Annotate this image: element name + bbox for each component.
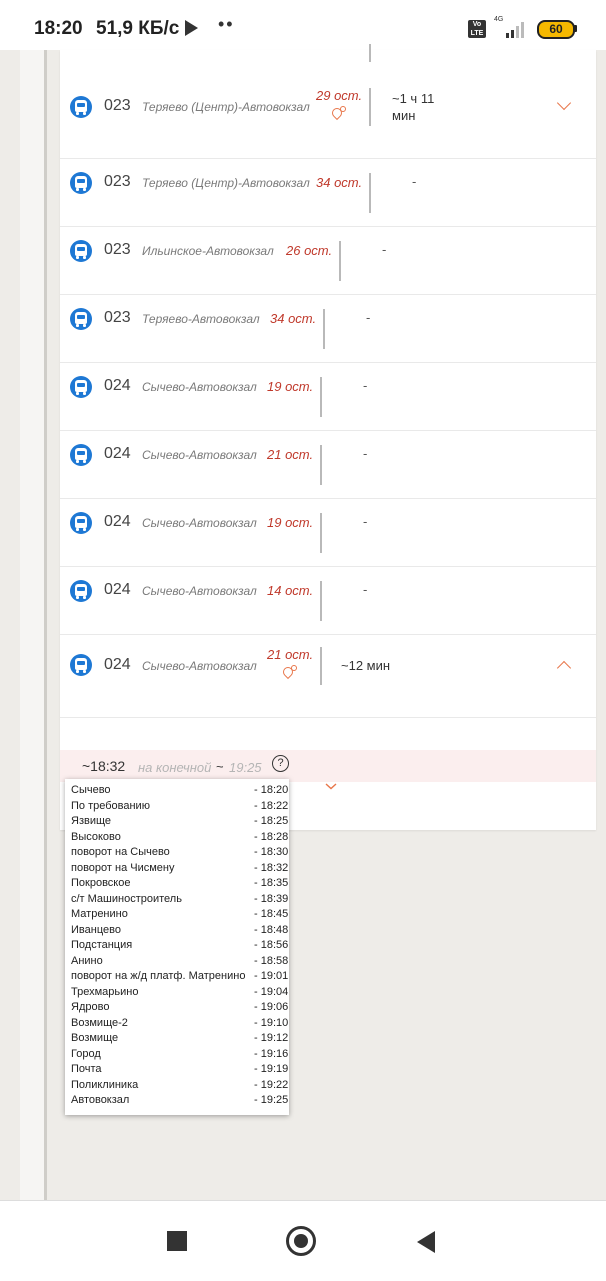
stop-time: - 19:12	[254, 1032, 289, 1044]
stop-time: - 18:48	[254, 923, 289, 936]
stop-name: Подстанция	[71, 939, 133, 951]
stop-time: - 19:10	[254, 1016, 289, 1029]
stop-name: Трехмарьино	[71, 985, 139, 998]
route-duration: -	[363, 378, 368, 393]
route-number: 023	[104, 97, 131, 114]
stop-name: По требованию	[71, 799, 150, 812]
final-arrival-time: 19:25	[229, 760, 262, 775]
stop-name: поворот на ж/д платф. Матренино	[71, 970, 246, 982]
stop-name: Автовокзал	[71, 1094, 130, 1106]
stop-time: - 18:32	[254, 861, 289, 874]
recent-apps-icon[interactable]	[167, 1231, 187, 1251]
schedule-row	[71, 1063, 289, 1079]
stop-time: - 18:45	[254, 908, 289, 920]
route-name: Сычево-Автовокзал	[142, 380, 257, 394]
bus-icon	[70, 376, 92, 398]
chevron-down-icon[interactable]	[325, 783, 337, 790]
route-number: 024	[104, 656, 131, 673]
schedule-row	[71, 1078, 289, 1095]
side-divider	[44, 50, 47, 1200]
route-name: Сычево-Автовокзал	[142, 584, 257, 598]
route-row[interactable]	[60, 634, 596, 718]
route-name: Сычево-Автовокзал	[142, 659, 257, 673]
stop-time: - 18:39	[254, 892, 289, 905]
route-number: 023	[104, 309, 131, 326]
route-number: 024	[104, 445, 131, 462]
route-duration: -	[382, 242, 387, 257]
stop-time: - 19:16	[254, 1047, 289, 1060]
stop-name: Высоково	[71, 830, 121, 843]
arrival-label: на конечной	[138, 760, 212, 775]
route-row[interactable]	[60, 430, 596, 499]
stop-time: - 18:30	[254, 846, 289, 858]
schedule-row	[71, 1094, 289, 1110]
column-divider	[320, 377, 322, 417]
schedule-row	[71, 799, 289, 816]
route-stops: 19 ост.	[267, 515, 314, 530]
route-row[interactable]	[60, 362, 596, 431]
stop-name: Почта	[71, 1063, 102, 1075]
schedule-row	[71, 892, 289, 909]
schedule-row	[71, 939, 289, 955]
column-divider	[320, 647, 322, 685]
route-duration: -	[366, 310, 371, 325]
stop-time: - 19:22	[254, 1078, 289, 1091]
column-divider	[320, 581, 322, 621]
bus-icon	[70, 172, 92, 194]
stop-name: Матренино	[71, 908, 128, 920]
route-number: 023	[104, 241, 131, 258]
route-row[interactable]	[60, 73, 596, 159]
stop-name: Язвище	[71, 815, 112, 827]
bus-icon	[70, 512, 92, 534]
status-time: 18:20	[34, 18, 83, 39]
volte-icon: Vo LTE	[468, 20, 486, 38]
route-row[interactable]	[60, 566, 596, 635]
stop-name: Сычево	[71, 784, 111, 796]
column-divider	[369, 88, 371, 126]
signal-icon	[494, 18, 528, 40]
stop-time: - 18:28	[254, 830, 289, 843]
stop-name: Поликлиника	[71, 1078, 139, 1091]
route-duration: -	[412, 174, 417, 189]
schedule-row	[71, 830, 289, 847]
route-duration: ~1 ч 11 мин	[392, 91, 435, 123]
battery-icon	[537, 20, 575, 39]
schedule-row	[71, 861, 289, 878]
stop-name: Покровское	[71, 877, 131, 889]
route-number: 024	[104, 377, 131, 394]
schedule-row	[71, 908, 289, 924]
bus-icon	[70, 240, 92, 262]
stop-time: - 18:20	[254, 784, 289, 796]
stop-time: - 19:01	[254, 970, 289, 982]
status-speed: 51,9 КБ/с	[96, 18, 180, 39]
route-stops: 21 ост.	[267, 647, 314, 662]
route-stops: 19 ост.	[267, 379, 314, 394]
stop-time: - 19:25	[254, 1094, 289, 1106]
more-notifications-icon: ••	[218, 14, 235, 34]
stop-name: с/т Машиностроитель	[71, 892, 182, 905]
battery-tip	[574, 25, 577, 32]
route-stops: 14 ост.	[267, 583, 314, 598]
route-duration: -	[363, 446, 368, 461]
stop-name: Возмище	[71, 1032, 119, 1044]
schedule-row	[71, 985, 289, 1002]
arrival-tilde: ~	[216, 759, 224, 774]
route-row[interactable]	[60, 226, 596, 295]
schedule-row	[71, 784, 289, 800]
route-stops: 34 ост.	[316, 175, 363, 190]
route-name: Сычево-Автовокзал	[142, 516, 257, 530]
route-number: 023	[104, 173, 131, 190]
navigation-bar	[0, 1200, 606, 1281]
stop-name: Возмище-2	[71, 1016, 128, 1029]
location-pin-icon	[281, 665, 295, 679]
route-stops: 29 ост.	[316, 88, 363, 103]
route-row[interactable]	[60, 294, 596, 363]
schedule-row	[71, 970, 289, 986]
schedule-row	[71, 1047, 289, 1064]
route-name: Теряево-Автовокзал	[142, 312, 260, 326]
stop-name: поворот на Чисмену	[71, 861, 175, 874]
schedule-row	[71, 1001, 289, 1017]
stop-time: - 19:04	[254, 985, 289, 998]
column-divider	[320, 513, 322, 553]
stop-time: - 18:25	[254, 815, 289, 827]
route-name: Теряево (Центр)-Автовокзал	[142, 100, 310, 114]
arrival-time: ~18:32	[82, 758, 126, 774]
route-name: Теряево (Центр)-Автовокзал	[142, 176, 310, 190]
bus-icon	[70, 444, 92, 466]
play-icon	[185, 20, 198, 36]
routes-card	[60, 50, 596, 830]
status-bar	[0, 0, 606, 50]
arrival-info	[60, 750, 596, 782]
route-stops: 21 ост.	[267, 447, 314, 462]
schedule-row	[71, 1032, 289, 1048]
route-number: 024	[104, 513, 131, 530]
location-pin-icon	[330, 106, 344, 120]
column-divider	[369, 173, 371, 213]
back-icon[interactable]	[417, 1231, 435, 1253]
column-divider	[323, 309, 325, 349]
schedule-tooltip	[65, 779, 289, 1115]
stop-time: - 19:06	[254, 1001, 289, 1013]
home-icon[interactable]	[286, 1226, 316, 1256]
battery-level: 60	[549, 22, 563, 36]
bus-icon	[70, 580, 92, 602]
route-stops: 26 ост.	[286, 243, 333, 258]
bus-icon	[70, 308, 92, 330]
column-divider	[369, 44, 371, 62]
route-duration: -	[363, 582, 368, 597]
chevron-down-icon[interactable]	[557, 96, 571, 110]
bus-icon	[70, 96, 92, 118]
stop-name: Город	[71, 1047, 101, 1060]
schedule-row	[71, 846, 289, 862]
stop-time: - 18:35	[254, 877, 289, 889]
schedule-row	[71, 954, 289, 971]
stop-name: Иванцево	[71, 923, 121, 936]
stop-time: - 18:58	[254, 954, 289, 967]
schedule-row	[71, 877, 289, 893]
schedule-row	[71, 815, 289, 831]
stop-time: - 19:19	[254, 1063, 289, 1075]
column-divider	[339, 241, 341, 281]
help-icon[interactable]: ?	[272, 755, 289, 772]
route-stops: 34 ост.	[270, 311, 317, 326]
column-divider	[320, 445, 322, 485]
route-duration: -	[363, 514, 368, 529]
chevron-up-icon[interactable]	[557, 661, 571, 675]
route-name: Ильинское-Автовокзал	[142, 244, 274, 258]
stop-name: Ядрово	[71, 1001, 110, 1013]
bus-icon	[70, 654, 92, 676]
schedule-row	[71, 923, 289, 940]
stop-time: - 18:22	[254, 799, 289, 812]
network-type: 4G	[494, 16, 504, 23]
schedule-row	[71, 1016, 289, 1033]
stop-name: Анино	[71, 954, 103, 967]
route-duration: ~12 мин	[341, 658, 391, 673]
route-row[interactable]	[60, 498, 596, 567]
route-name: Сычево-Автовокзал	[142, 448, 257, 462]
route-number: 024	[104, 581, 131, 598]
stop-time: - 18:56	[254, 939, 289, 951]
route-row[interactable]	[60, 158, 596, 227]
stop-name: поворот на Сычево	[71, 846, 170, 858]
side-panel	[20, 50, 44, 1200]
